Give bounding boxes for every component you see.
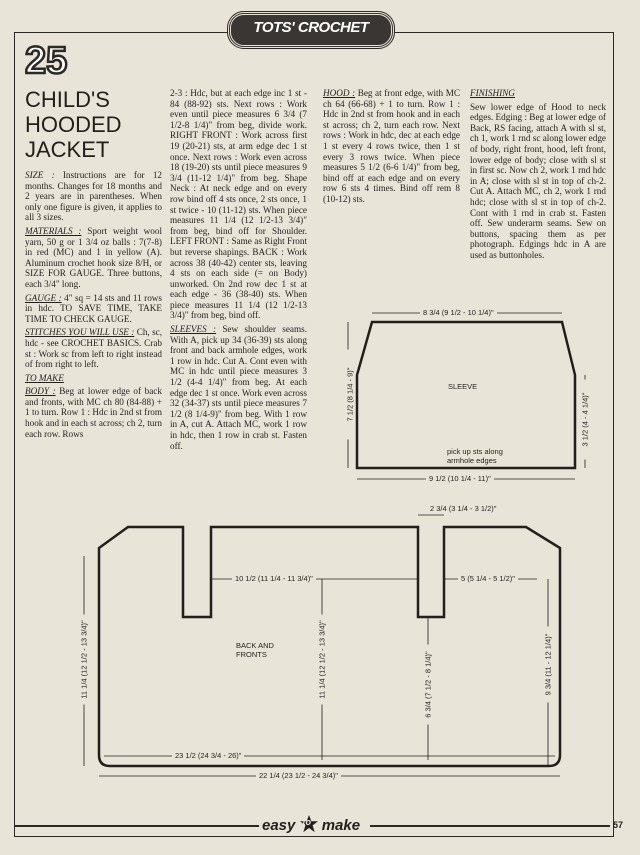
finishing-heading: FINISHING [470, 88, 515, 98]
footer-rule-right [370, 825, 610, 827]
gauge-text: 4" sq = 14 sts and 11 rows in hdc. TO SAVE TIME, TAKE TIME TO CHECK GAUGE. [25, 292, 163, 324]
sleeve-name: SLEEVE [448, 382, 478, 391]
stitches-label: STITCHES YOU WILL USE : [25, 327, 135, 338]
gauge-label: GAUGE : [25, 292, 62, 303]
sleeve-right-measure: 3 1/2 (4 - 4 1/4)" [581, 380, 590, 460]
size-text: Instructions are for 12 months. Changes for 18 months and 2 years are in parentheses. When only one figure is given, it applies to all 3 sizes. [25, 170, 163, 223]
sleeve-left-measure: 7 1/2 (8 1/4 - 9)" [346, 350, 355, 440]
body-outline [99, 527, 560, 766]
logo-word-to: to [302, 817, 312, 827]
body-right-height-measure: 9 3/4 (11 - 12 1/4)" [544, 627, 553, 703]
materials-label: MATERIALS : [25, 225, 82, 236]
hood-text: Beg at front edge, with MC ch 64 (66-68) + 1 to turn. Row 1 : Hdc in 2nd st from hook and in each st across; ch 2, turn each row. Next rows : Work in hdc, dec at each edge 1 st every 4 rows twice, then 1 st every 3 rows twice. When piece measures 5 1/2 (6-6 1/4)" from beg, bind off at each edge and on every row 6 sts 4 times. Bind off rem 8 (10-12) sts. [323, 88, 460, 204]
to-make-heading: TO MAKE [25, 372, 64, 383]
page-number: 57 [613, 820, 624, 830]
logo-word-make: make [321, 817, 361, 834]
sleeves-label: SLEEVES : [170, 324, 217, 335]
sleeve-bottom-measure: 9 1/2 (10 1/4 - 11)" [426, 474, 494, 483]
body-text: Beg at lower edge of back and fronts, with MC ch 80 (84-88) + 1 to turn. Row 1 : Hdc in 2nd st from hook and in each st across; ch 2, turn each row. Rows [25, 386, 162, 439]
project-number: 25 [25, 40, 68, 82]
body-front-width-measure: 5 (5 1/4 - 5 1/2)" [458, 574, 518, 583]
easy-to-make-logo [262, 815, 360, 834]
body-continued-paragraph: 2-3 : Hdc, but at each edge inc 1 st - 84 (88-92) sts. Next rows : Work even until piece measures 6 3/4 (7 1/2-8 1/4)" from beg, divide work. RIGHT FRONT : Work across first 19 (20-21) sts, at arm edge dec 1 st once. Next rows : Work even across 18 (19-20) sts until piece measures 9 3/4 (11-12 1/4)" from beg. Shape Neck : At neck edge and on every row bind off 4 sts once, 2 sts once, 1 st twice - 10 (11-12) sts. When piece measures 11 1/4 (12 1/2-13 3/4)" from beg, bind off for Shoulder. LEFT FRONT : Same as Right Front but reverse shapings. BACK : Work across 38 (40-42) center sts, leaving 4 sts on each side (= on Body) unworked. On 2nd row dec 1 st at each edge - 36 (38-40) sts. When piece measures 11 1/4 (12 1/2-13 3/4)" from beg, bind off. [170, 88, 307, 321]
body-top-small-measure: 2 3/4 (3 1/4 - 3 1/2)" [430, 504, 497, 513]
body-bottom-width-measure: 22 1/4 (23 1/2 - 24 3/4)" [256, 771, 341, 780]
body-name: BACK AND FRONTS [236, 641, 274, 659]
body-left-height-measure: 11 1/4 (12 1/2 - 13 3/4)" [80, 615, 89, 705]
finishing-paragraph: Sew lower edge of Hood to neck edges. Edging : Beg at lower edge of Back, RS facing, attach A with sl st, ch 1, work 1 rnd sc along lower edge of body, right front, hood, left front, lower edge of body; close with sl st in first sc. Now ch 2, work 1 rnd hdc in A; close with sl st in top of ch-2. Cut A. Attach MC, ch 2, work 1 rnd hdc; close with sl st in top of ch-2. Cont with 1 rnd in crab st. Fasten off. Sew underarm seams. Sew on buttons, spacing them as per photograph. Edgings hdc in A are used as buttonholes. [470, 101, 606, 260]
body-inner-width-measure: 23 1/2 (24 3/4 - 26)" [172, 751, 244, 760]
body-armhole-height-measure: 6 3/4 (7 1/2 - 8 1/4)" [424, 645, 433, 725]
sleeve-top-measure: 8 3/4 (9 1/2 - 10 1/4)" [420, 308, 497, 317]
materials-text: Sport weight wool yarn, 50 g or 1 3/4 oz balls : 7(7-8) in red (MC) and 1 in yellow (A). Aluminum crochet hook size 8/H, or SIZE FOR GAUGE. Three buttons, each 3/4" long. [25, 225, 162, 289]
size-label: SIZE : [25, 170, 55, 180]
project-title: CHILD'S HOODED JACKET [25, 87, 122, 162]
sleeve-pickup-note: pick up sts along armhole edges [447, 447, 503, 465]
body-back-width-measure: 10 1/2 (11 1/4 - 11 3/4)" [232, 574, 316, 583]
hood-label: HOOD : [323, 88, 356, 98]
stitches-text: Ch, sc, hdc - see CROCHET BASICS. Crab st : Work sc from left to right instead of from right to left. [25, 327, 163, 370]
logo-word-easy: easy [262, 817, 296, 834]
section-banner-text: TOTS' CROCHET [253, 19, 369, 36]
body-label: BODY : [25, 386, 56, 397]
body-mid-height-measure: 11 1/4 (12 1/2 - 13 3/4)" [318, 615, 327, 705]
footer-rule-left [14, 825, 259, 827]
sleeves-text: Sew shoulder seams. With A, pick up 34 (36-39) sts along front and back armhole edges, work 1 row in hdc. Cut A. Cont even with MC in hdc until piece measures 3 1/2 (4-4 1/4)" from beg. At each edge dec 1 st once. Work even across 32 (34-37) sts until piece measures 7 1/2 (8 1/4-9)" from beg. With 1 row in A, cut A. Attach MC, work 1 row in hdc, then 1 row in crab st. Fasten off. [170, 324, 308, 451]
logo-star [300, 815, 318, 834]
